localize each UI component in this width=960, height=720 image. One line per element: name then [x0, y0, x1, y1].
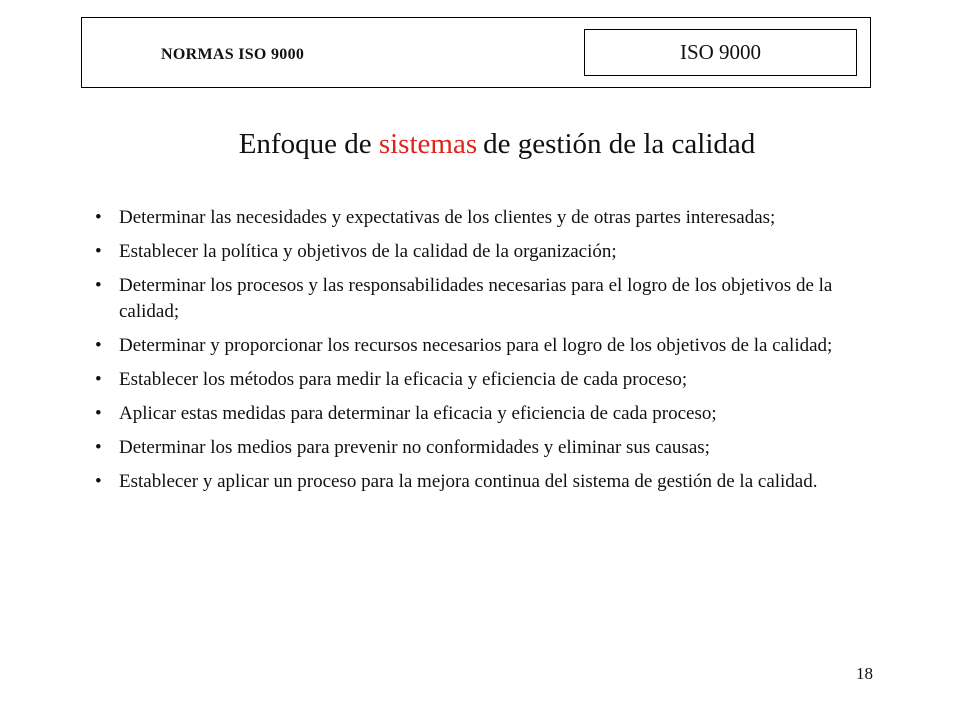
- bullet-text: Establecer los métodos para medir la eficacia y eficiencia de cada proceso;: [119, 369, 688, 390]
- bullet-item: [95, 435, 895, 461]
- bullet-dot: •: [95, 207, 102, 228]
- bullet-text: Aplicar estas medidas para determinar la eficacia y eficiencia de cada proceso;: [119, 403, 717, 424]
- header-box: [81, 17, 871, 88]
- bullet-text: Determinar los procesos y las responsabilidades necesarias para el logro de los objetivos de la calidad;: [119, 275, 833, 322]
- bullet-dot: •: [95, 369, 102, 390]
- title-part1: Enfoque de: [238, 128, 379, 160]
- bullet-item: [95, 469, 895, 495]
- bullet-item: [95, 239, 895, 265]
- bullet-text: Establecer la política y objetivos de la calidad de la organización;: [119, 241, 617, 262]
- bullet-text: Establecer y aplicar un proceso para la mejora continua del sistema de gestión de la calidad.: [119, 471, 818, 492]
- bullet-item: [95, 205, 895, 231]
- bullet-dot: •: [95, 335, 102, 356]
- bullet-item: [95, 273, 895, 325]
- bullet-list: [95, 205, 895, 503]
- bullet-text: Determinar las necesidades y expectativas de los clientes y de otras partes interesadas;: [119, 207, 776, 228]
- header-right-box: [584, 29, 857, 76]
- header-right-label: ISO 9000: [679, 40, 762, 64]
- bullet-item: [95, 333, 895, 359]
- slide-title: [0, 125, 960, 163]
- bullet-text: Determinar y proporcionar los recursos necesarios para el logro de los objetivos de la calidad;: [119, 335, 833, 356]
- bullet-item: [95, 367, 895, 393]
- title-highlight: sistemas: [378, 128, 478, 160]
- bullet-dot: •: [95, 403, 102, 424]
- bullet-text: Determinar los medios para prevenir no conformidades y eliminar sus causas;: [119, 437, 710, 458]
- bullet-dot: •: [95, 275, 102, 296]
- title-part2: de gestión de la calidad: [483, 128, 756, 160]
- bullet-dot: •: [95, 471, 102, 492]
- bullet-dot: •: [95, 241, 102, 262]
- bullet-item: [95, 401, 895, 427]
- page-number: 18: [856, 664, 873, 683]
- header-left-label: NORMAS ISO 9000: [161, 46, 305, 63]
- bullet-dot: •: [95, 437, 102, 458]
